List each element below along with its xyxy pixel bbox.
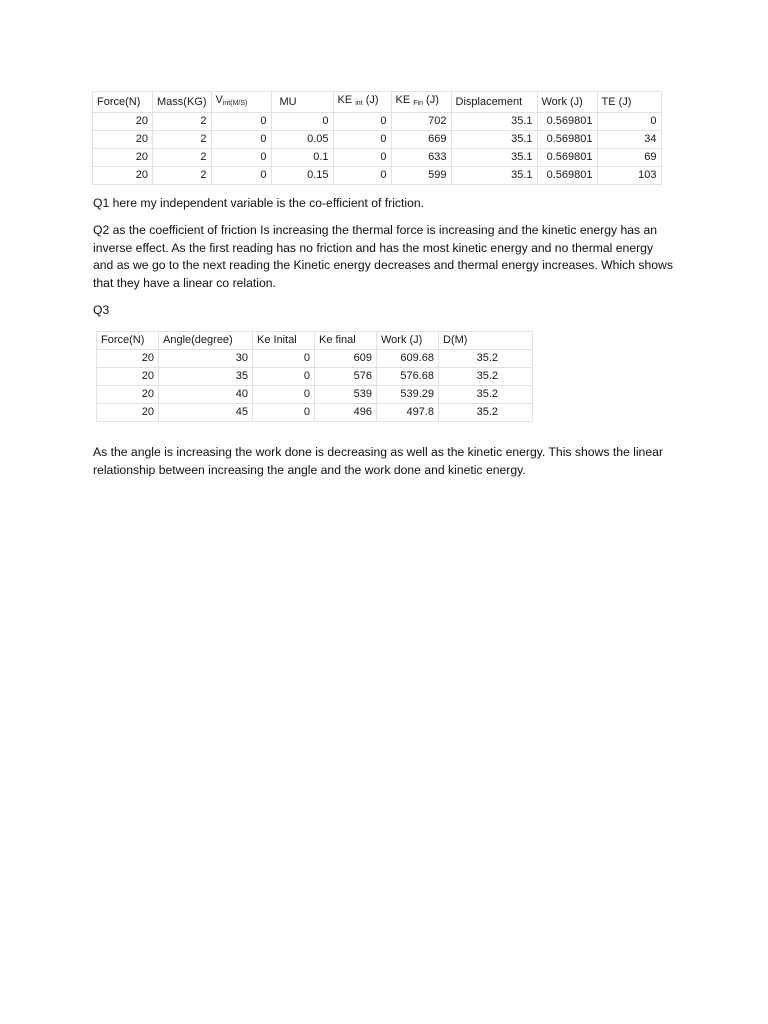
cell-force: 20 — [93, 167, 153, 185]
cell-thermal-energy: 0 — [597, 113, 661, 131]
cell-angle: 30 — [159, 350, 253, 368]
column-header-ke-final: KE $_{Fin}$ (J) — [391, 92, 451, 113]
cell-thermal-energy: 34 — [597, 131, 661, 149]
column-header-mass: Mass(KG) — [153, 92, 212, 113]
column-header-angle: Angle(degree) — [159, 332, 253, 350]
answer-q1: Q1 here my independent variable is the co-efficient of friction. — [93, 196, 425, 210]
cell-work: 0.569801 — [537, 167, 597, 185]
cell-force: 20 — [97, 404, 159, 422]
table-row — [97, 368, 533, 386]
answer-q2: Q2 as the coefficient of friction Is increasing the thermal force is increasing and the kinetic energy has an inverse effect. As the first reading has no friction and has the most kinetic energy and no thermal energy and as we go to the next reading the Kinetic energy decreases and thermal energy increases. Which shows that they have a linear co relation. — [93, 223, 673, 290]
column-header-mu: MU — [271, 92, 333, 113]
cell-displacement: 35.1 — [451, 131, 537, 149]
table-row — [93, 131, 662, 149]
cell-mu: 0.1 — [271, 149, 333, 167]
cell-distance: 35.2 — [439, 368, 533, 386]
cell-angle: 45 — [159, 404, 253, 422]
cell-displacement: 35.1 — [451, 113, 537, 131]
table-row — [93, 149, 662, 167]
cell-mass: 2 — [153, 131, 212, 149]
cell-displacement: 35.1 — [451, 167, 537, 185]
column-header-distance: D(M) — [439, 332, 533, 350]
cell-mu: 0.05 — [271, 131, 333, 149]
column-header-work: Work (J) — [537, 92, 597, 113]
table-header-row — [93, 92, 662, 113]
cell-angle: 35 — [159, 368, 253, 386]
column-header-thermal-energy: TE (J) — [597, 92, 661, 113]
cell-work: 539.29 — [377, 386, 439, 404]
cell-work: 609.68 — [377, 350, 439, 368]
cell-work: 0.569801 — [537, 113, 597, 131]
cell-thermal-energy: 69 — [597, 149, 661, 167]
column-header-ke-initial: Ke Inital — [253, 332, 315, 350]
cell-mass: 2 — [153, 167, 212, 185]
cell-ke-initial: 0 — [253, 368, 315, 386]
table-row — [97, 350, 533, 368]
cell-ke-initial: 0 — [333, 113, 391, 131]
cell-distance: 35.2 — [439, 350, 533, 368]
cell-ke-final: 609 — [315, 350, 377, 368]
cell-mu: 0 — [271, 113, 333, 131]
cell-ke-initial: 0 — [333, 149, 391, 167]
angle-data-table — [96, 331, 533, 422]
column-header-force: Force(N) — [97, 332, 159, 350]
cell-force: 20 — [97, 386, 159, 404]
conclusion-paragraph: As the angle is increasing the work done is decreasing as well as the kinetic energy. This shows the linear relationship between increasing the angle and the work done and kinetic energy. — [93, 445, 663, 477]
cell-ke-final: 576 — [315, 368, 377, 386]
cell-force: 20 — [97, 368, 159, 386]
cell-ke-initial: 0 — [333, 167, 391, 185]
cell-distance: 35.2 — [439, 386, 533, 404]
cell-force: 20 — [93, 131, 153, 149]
cell-initial-velocity: 0 — [211, 131, 271, 149]
column-header-initial-velocity: $V_{int(M/S)}$ — [211, 92, 271, 113]
cell-force: 20 — [97, 350, 159, 368]
cell-work: 497.8 — [377, 404, 439, 422]
cell-angle: 40 — [159, 386, 253, 404]
cell-force: 20 — [93, 113, 153, 131]
cell-ke-initial: 0 — [253, 350, 315, 368]
cell-initial-velocity: 0 — [211, 167, 271, 185]
column-header-ke-final: Ke final — [315, 332, 377, 350]
cell-ke-final: 539 — [315, 386, 377, 404]
column-header-ke-initial: KE $_{int}$ (J) — [333, 92, 391, 113]
table-row — [97, 386, 533, 404]
table-header-row — [97, 332, 533, 350]
cell-displacement: 35.1 — [451, 149, 537, 167]
friction-data-table — [92, 91, 662, 185]
cell-ke-final: 669 — [391, 131, 451, 149]
cell-mu: 0.15 — [271, 167, 333, 185]
cell-mass: 2 — [153, 149, 212, 167]
table-row — [93, 113, 662, 131]
cell-ke-initial: 0 — [253, 386, 315, 404]
heading-q3: Q3 — [93, 303, 110, 317]
cell-work: 0.569801 — [537, 149, 597, 167]
cell-ke-final: 599 — [391, 167, 451, 185]
cell-initial-velocity: 0 — [211, 149, 271, 167]
cell-mass: 2 — [153, 113, 212, 131]
cell-ke-final: 633 — [391, 149, 451, 167]
cell-work: 576.68 — [377, 368, 439, 386]
table-row — [97, 404, 533, 422]
cell-force: 20 — [93, 149, 153, 167]
cell-ke-initial: 0 — [253, 404, 315, 422]
column-header-force: Force(N) — [93, 92, 153, 113]
cell-ke-final: 496 — [315, 404, 377, 422]
table-row — [93, 167, 662, 185]
column-header-displacement: Displacement — [451, 92, 537, 113]
cell-work: 0.569801 — [537, 131, 597, 149]
cell-initial-velocity: 0 — [211, 113, 271, 131]
cell-ke-initial: 0 — [333, 131, 391, 149]
column-header-work: Work (J) — [377, 332, 439, 350]
cell-thermal-energy: 103 — [597, 167, 661, 185]
cell-ke-final: 702 — [391, 113, 451, 131]
cell-distance: 35.2 — [439, 404, 533, 422]
